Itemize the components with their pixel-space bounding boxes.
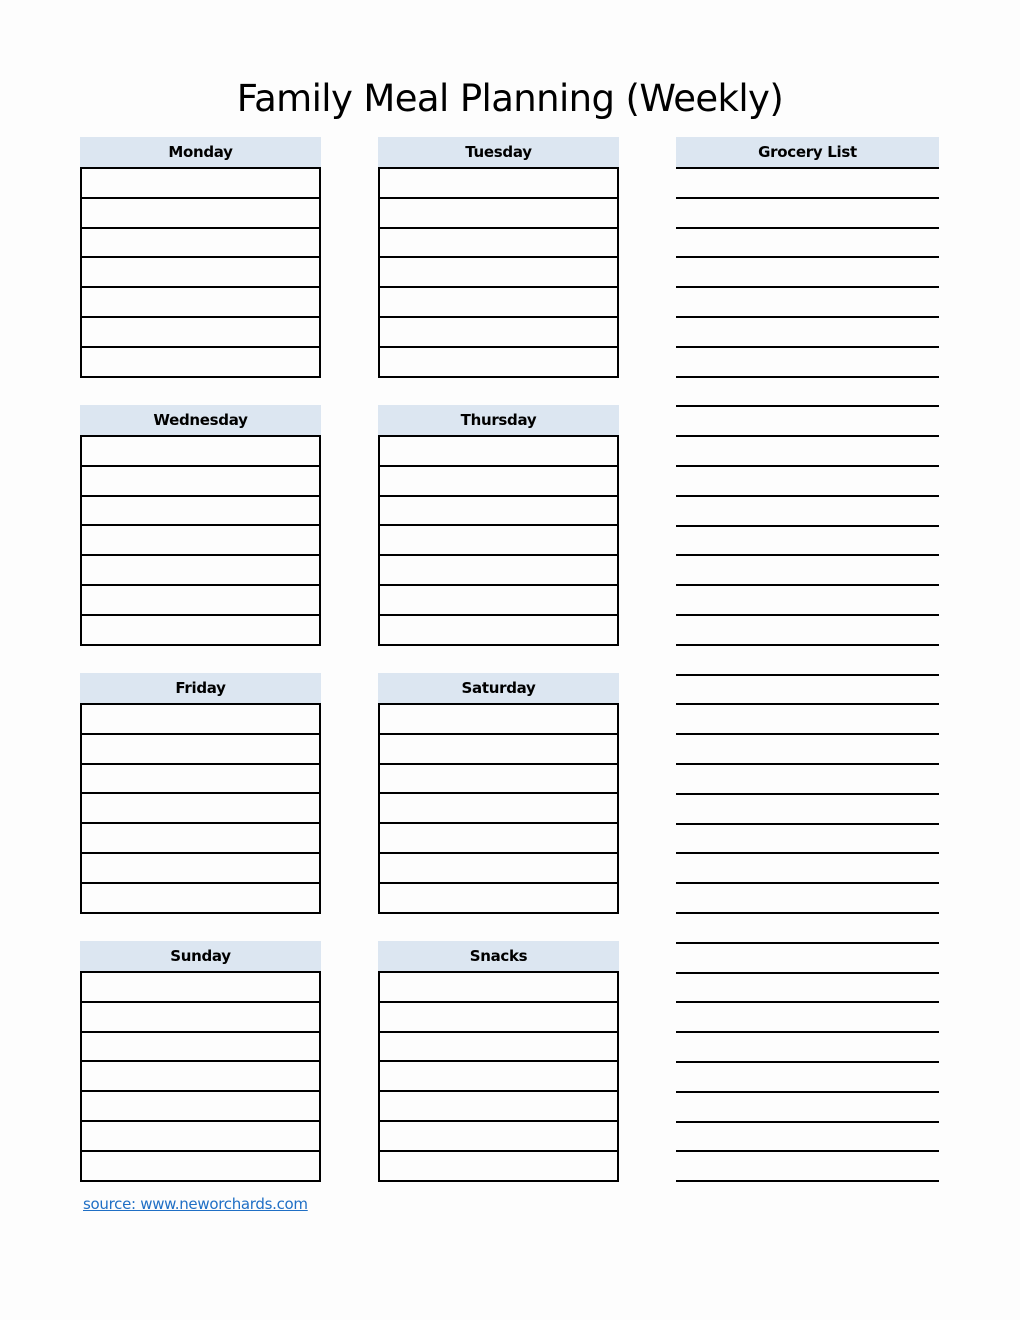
meal-rows <box>378 435 619 646</box>
meal-block-header: Sunday <box>80 941 321 971</box>
meal-row <box>380 556 617 586</box>
grocery-line <box>676 614 939 644</box>
meal-entry-input[interactable] <box>82 1033 319 1061</box>
grocery-item-input[interactable] <box>676 944 939 972</box>
meal-entry-input[interactable] <box>82 258 319 286</box>
meal-row <box>82 467 319 497</box>
grocery-item-input[interactable] <box>676 378 939 406</box>
grocery-line <box>676 912 939 942</box>
grocery-line <box>676 316 939 346</box>
meal-row <box>380 526 617 556</box>
meal-entry-input[interactable] <box>82 288 319 316</box>
meal-entry-input[interactable] <box>82 199 319 227</box>
grocery-line <box>676 703 939 733</box>
page-title: Family Meal Planning (Weekly) <box>236 77 784 120</box>
grocery-item-input[interactable] <box>676 258 939 286</box>
meal-row <box>82 586 319 616</box>
meal-entry-input[interactable] <box>82 169 319 197</box>
meal-row <box>82 884 319 914</box>
grocery-item-input[interactable] <box>676 854 939 882</box>
meal-block-sunday <box>80 941 321 1182</box>
source-link[interactable]: source: www.neworchards.com <box>83 1195 308 1213</box>
meal-row <box>82 288 319 318</box>
grocery-line <box>676 852 939 882</box>
meal-entry-input[interactable] <box>380 1152 617 1182</box>
meal-row <box>82 526 319 556</box>
meal-entry-input[interactable] <box>82 526 319 554</box>
meal-entry-input[interactable] <box>380 735 617 763</box>
grocery-line <box>676 1031 939 1061</box>
grocery-item-input[interactable] <box>676 288 939 316</box>
grocery-line <box>676 733 939 763</box>
meal-block-thursday <box>378 405 619 646</box>
grocery-line <box>676 1180 939 1210</box>
grocery-line <box>676 495 939 525</box>
meal-row <box>82 794 319 824</box>
meal-rows <box>80 435 321 646</box>
meal-entry-input[interactable] <box>380 229 617 257</box>
meal-entry-input[interactable] <box>82 765 319 793</box>
meal-row <box>380 1122 617 1152</box>
meal-entry-input[interactable] <box>380 348 617 378</box>
grocery-line <box>676 1121 939 1151</box>
grocery-list-header: Grocery List <box>676 137 939 167</box>
meal-entry-input[interactable] <box>380 258 617 286</box>
meal-entry-input[interactable] <box>82 616 319 646</box>
meal-entry-input[interactable] <box>82 556 319 584</box>
meal-entry-input[interactable] <box>82 1152 319 1182</box>
grocery-item-input[interactable] <box>676 467 939 495</box>
grocery-line <box>676 554 939 584</box>
meal-row <box>380 199 617 229</box>
meal-row <box>380 705 617 735</box>
meal-row <box>380 735 617 765</box>
meal-entry-input[interactable] <box>380 854 617 882</box>
meal-row <box>82 556 319 586</box>
meal-row <box>380 973 617 1003</box>
meal-row <box>82 735 319 765</box>
grocery-item-input[interactable] <box>676 1093 939 1121</box>
meal-entry-input[interactable] <box>380 705 617 733</box>
meal-row <box>380 586 617 616</box>
meal-entry-input[interactable] <box>380 1122 617 1150</box>
meal-row <box>82 258 319 288</box>
meal-entry-input[interactable] <box>82 824 319 852</box>
grocery-item-input[interactable] <box>676 1063 939 1091</box>
meal-entry-input[interactable] <box>380 884 617 914</box>
meal-block-header: Monday <box>80 137 321 167</box>
meal-entry-input[interactable] <box>380 616 617 646</box>
meal-entry-input[interactable] <box>82 705 319 733</box>
meal-entry-input[interactable] <box>82 467 319 495</box>
meal-entry-input[interactable] <box>380 794 617 822</box>
meal-row <box>82 348 319 378</box>
meal-block-saturday <box>378 673 619 914</box>
meal-block-header: Thursday <box>378 405 619 435</box>
grocery-line <box>676 823 939 853</box>
meal-entry-input[interactable] <box>82 794 319 822</box>
grocery-line <box>676 346 939 376</box>
grocery-item-input[interactable] <box>676 705 939 733</box>
meal-entry-input[interactable] <box>380 824 617 852</box>
grocery-item-input[interactable] <box>676 735 939 763</box>
grocery-item-input[interactable] <box>676 169 939 197</box>
meal-entry-input[interactable] <box>380 1033 617 1061</box>
meal-entry-input[interactable] <box>380 497 617 525</box>
meal-row <box>82 705 319 735</box>
meal-entry-input[interactable] <box>380 169 617 197</box>
meal-row <box>82 229 319 259</box>
grocery-item-input[interactable] <box>676 765 939 793</box>
meal-row <box>82 437 319 467</box>
grocery-line <box>676 167 939 197</box>
grocery-line <box>676 197 939 227</box>
meal-rows <box>80 167 321 378</box>
grocery-item-input[interactable] <box>676 884 939 912</box>
meal-block-header: Friday <box>80 673 321 703</box>
meal-row <box>380 318 617 348</box>
meal-block-header: Saturday <box>378 673 619 703</box>
meal-entry-input[interactable] <box>380 973 617 1001</box>
grocery-line <box>676 525 939 555</box>
meal-block-snacks <box>378 941 619 1182</box>
grocery-line <box>676 405 939 435</box>
grocery-line <box>676 1001 939 1031</box>
meal-row <box>82 199 319 229</box>
meal-row <box>380 288 617 318</box>
grocery-line <box>676 465 939 495</box>
meal-rows <box>80 971 321 1182</box>
grocery-line <box>676 644 939 674</box>
grocery-item-input[interactable] <box>676 616 939 644</box>
meal-row <box>82 497 319 527</box>
meal-entry-input[interactable] <box>380 526 617 554</box>
grocery-item-input[interactable] <box>676 795 939 823</box>
grocery-item-input[interactable] <box>676 1003 939 1031</box>
grocery-line <box>676 376 939 406</box>
meal-row <box>380 258 617 288</box>
grocery-item-input[interactable] <box>676 556 939 584</box>
meal-row <box>82 1033 319 1063</box>
grocery-item-input[interactable] <box>676 407 939 435</box>
meal-entry-input[interactable] <box>380 765 617 793</box>
meal-entry-input[interactable] <box>82 884 319 914</box>
meal-row <box>82 169 319 199</box>
grocery-item-input[interactable] <box>676 974 939 1002</box>
meal-block-monday <box>80 137 321 378</box>
meal-entry-input[interactable] <box>380 467 617 495</box>
grocery-line <box>676 882 939 912</box>
grocery-line <box>676 942 939 972</box>
grocery-item-input[interactable] <box>676 318 939 346</box>
meal-entry-input[interactable] <box>380 437 617 465</box>
grocery-item-input[interactable] <box>676 586 939 614</box>
meal-row <box>380 348 617 378</box>
grocery-item-input[interactable] <box>676 437 939 465</box>
meal-row <box>82 1003 319 1033</box>
meal-row <box>380 824 617 854</box>
grocery-item-input[interactable] <box>676 676 939 704</box>
grocery-line <box>676 256 939 286</box>
grocery-line <box>676 584 939 614</box>
meal-entry-input[interactable] <box>82 318 319 346</box>
meal-row <box>380 884 617 914</box>
meal-block-header: Wednesday <box>80 405 321 435</box>
grocery-item-input[interactable] <box>676 1033 939 1061</box>
meal-entry-input[interactable] <box>82 348 319 378</box>
grocery-item-input[interactable] <box>676 229 939 257</box>
meal-row <box>380 497 617 527</box>
grocery-line <box>676 793 939 823</box>
meal-block-header: Tuesday <box>378 137 619 167</box>
meal-row <box>82 616 319 646</box>
grocery-line <box>676 972 939 1002</box>
grocery-item-input[interactable] <box>676 497 939 525</box>
meal-row <box>380 794 617 824</box>
meal-row <box>380 229 617 259</box>
meal-row <box>380 1033 617 1063</box>
meal-entry-input[interactable] <box>380 556 617 584</box>
grocery-item-input[interactable] <box>676 1123 939 1151</box>
meal-block-wednesday <box>80 405 321 646</box>
meal-row <box>82 1062 319 1092</box>
grocery-line <box>676 435 939 465</box>
meal-entry-input[interactable] <box>82 854 319 882</box>
grocery-item-input[interactable] <box>676 646 939 674</box>
meal-row <box>380 1152 617 1182</box>
meal-row <box>82 1122 319 1152</box>
grocery-line <box>676 227 939 257</box>
grocery-line <box>676 1091 939 1121</box>
grocery-item-input[interactable] <box>676 914 939 942</box>
meal-row <box>380 765 617 795</box>
meal-row <box>82 765 319 795</box>
meal-entry-input[interactable] <box>380 1092 617 1120</box>
grocery-item-input[interactable] <box>676 527 939 555</box>
meal-row <box>380 1003 617 1033</box>
grocery-line <box>676 1061 939 1091</box>
meal-block-tuesday <box>378 137 619 378</box>
grocery-line <box>676 763 939 793</box>
meal-rows <box>378 703 619 914</box>
meal-block-friday <box>80 673 321 914</box>
meal-row <box>82 973 319 1003</box>
meal-entry-input[interactable] <box>82 586 319 614</box>
meal-entry-input[interactable] <box>82 973 319 1001</box>
meal-entry-input[interactable] <box>82 1003 319 1031</box>
grocery-list <box>676 137 939 1210</box>
meal-entry-input[interactable] <box>82 1122 319 1150</box>
meal-entry-input[interactable] <box>380 586 617 614</box>
meal-row <box>82 854 319 884</box>
meal-rows <box>378 167 619 378</box>
grocery-line <box>676 286 939 316</box>
meal-row <box>380 437 617 467</box>
meal-entry-input[interactable] <box>82 437 319 465</box>
meal-rows <box>80 703 321 914</box>
meal-entry-input[interactable] <box>82 497 319 525</box>
meal-entry-input[interactable] <box>82 1092 319 1120</box>
grocery-item-input[interactable] <box>676 199 939 227</box>
grocery-item-input[interactable] <box>676 348 939 376</box>
meal-entry-input[interactable] <box>380 288 617 316</box>
meal-entry-input[interactable] <box>82 229 319 257</box>
meal-row <box>380 169 617 199</box>
meal-entry-input[interactable] <box>82 735 319 763</box>
meal-entry-input[interactable] <box>380 199 617 227</box>
meal-block-header: Snacks <box>378 941 619 971</box>
meal-entry-input[interactable] <box>380 1062 617 1090</box>
meal-row <box>82 824 319 854</box>
meal-row <box>82 1092 319 1122</box>
meal-row <box>380 1062 617 1092</box>
meal-row <box>380 467 617 497</box>
grocery-item-input[interactable] <box>676 1182 939 1210</box>
grocery-line <box>676 674 939 704</box>
meal-row <box>380 1092 617 1122</box>
grocery-item-input[interactable] <box>676 825 939 853</box>
meal-row <box>82 1152 319 1182</box>
meal-rows <box>378 971 619 1182</box>
meal-entry-input[interactable] <box>380 318 617 346</box>
meal-row <box>380 854 617 884</box>
meal-row <box>380 616 617 646</box>
meal-entry-input[interactable] <box>82 1062 319 1090</box>
meal-entry-input[interactable] <box>380 1003 617 1031</box>
grocery-item-input[interactable] <box>676 1152 939 1180</box>
meal-row <box>82 318 319 348</box>
grocery-line <box>676 1150 939 1180</box>
